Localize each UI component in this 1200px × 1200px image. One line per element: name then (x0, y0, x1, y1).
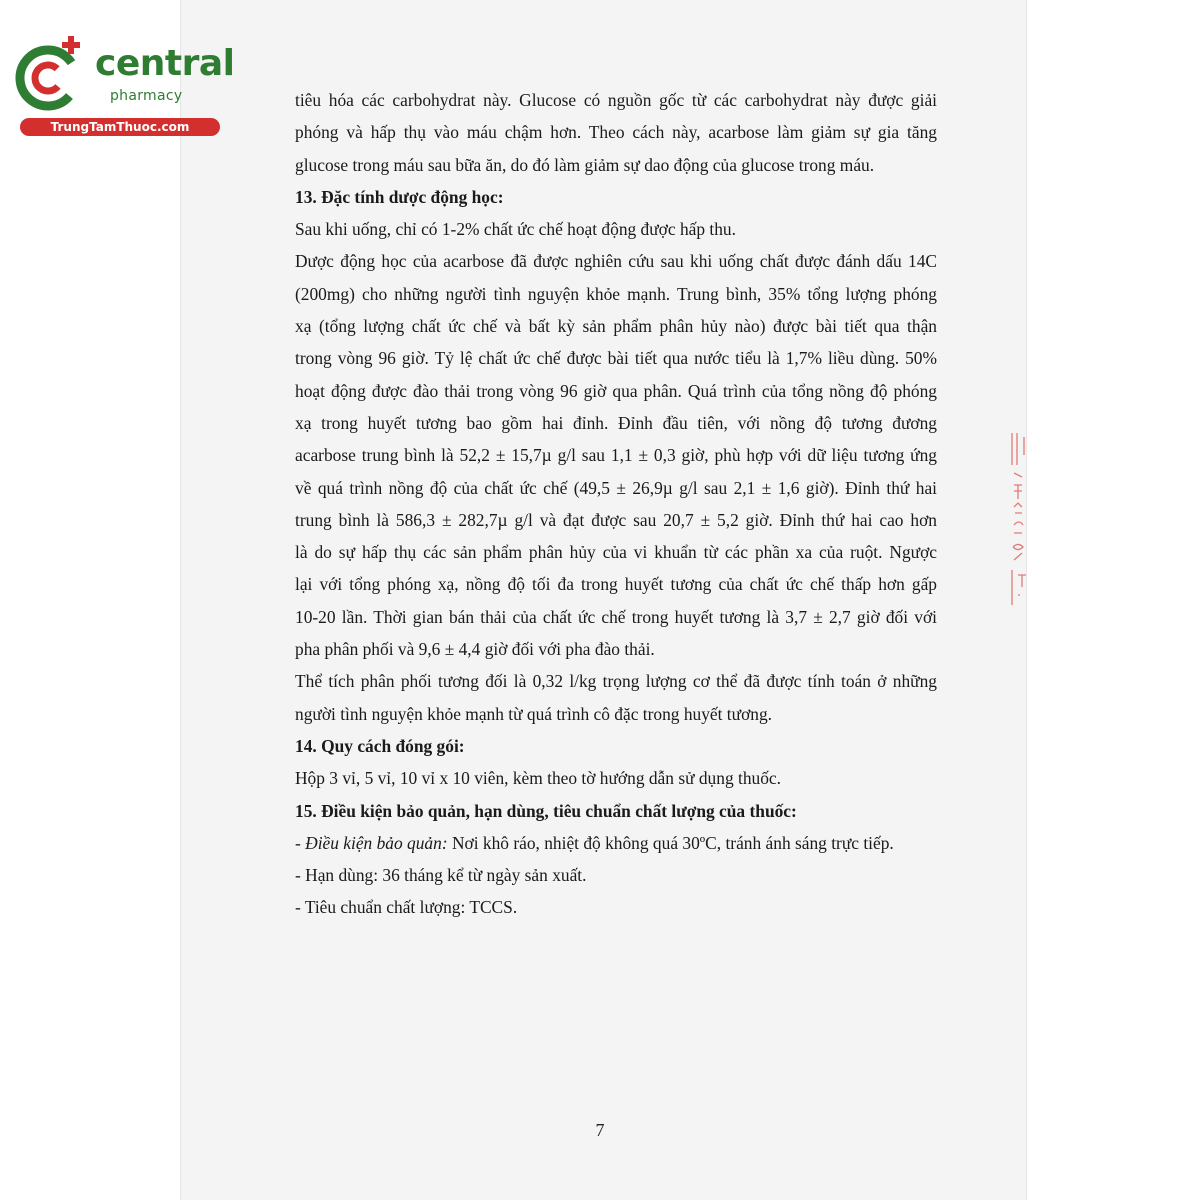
central-pharmacy-logo (10, 36, 235, 138)
storage-label: - Điều kiện bảo quản: (295, 832, 448, 853)
section-heading-13: 13. Đặc tính dược động học: (295, 186, 504, 207)
red-stamp-fragment (1008, 425, 1032, 615)
document-body (295, 84, 937, 924)
paragraph-line: acarbose trung bình là 52,2 ± 15,7µ g/l sau 1,1 ± 0,3 giờ, phù hợp với dữ liệu tương ứng (295, 445, 937, 466)
paragraph-line: trung bình là 586,3 ± 282,7µ g/l và đạt được sau 20,7 ± 5,2 giờ. Đỉnh thứ hai cao hơn (295, 509, 937, 530)
section-heading-15: 15. Điều kiện bảo quản, hạn dùng, tiêu chuẩn chất lượng của thuốc: (295, 800, 797, 821)
paragraph-line: là do sự hấp thụ các sản phẩm phân hủy của vi khuẩn từ các phần xa của ruột. Ngược (295, 542, 937, 563)
quality-standard-line: - Tiêu chuẩn chất lượng: TCCS. (295, 897, 518, 918)
paragraph-line: Dược động học của acarbose đã được nghiên cứu sau khi uống chất được đánh dấu 14C (295, 251, 937, 272)
central-pharmacy-c-icon (10, 36, 90, 116)
paragraph-line: hoạt động được đào thải trong vòng 96 giờ qua phân. Quá trình của tổng nồng độ phóng (295, 380, 937, 401)
paragraph-line: về quá trình nồng độ của chất ức chế (49,5 ± 26,9µ g/l sau 2,1 ± 1,6 giờ). Đỉnh thứ hai (295, 477, 937, 498)
paragraph-line: 10-20 lần. Thời gian bán thải của chất ức chế trong huyết tương là 3,7 ± 2,7 giờ đối với (295, 606, 937, 627)
paragraph-line: lại với tổng phóng xạ, nồng độ tối đa trong huyết tương của chất ức chế thấp hơn gấp (295, 574, 937, 595)
paragraph-line: Thể tích phân phối tương đối là 0,32 l/kg trọng lượng cơ thể đã được tính toán ở những (295, 671, 937, 692)
paragraph-line: người tình nguyện khỏe mạnh từ quá trình cô đặc trong huyết tương. (295, 703, 773, 724)
page-number: 7 (595, 1120, 605, 1140)
storage-line (295, 827, 937, 859)
section-heading-14: 14. Quy cách đóng gói: (295, 735, 465, 756)
storage-text: Nơi khô ráo, nhiệt độ không quá 30ºC, tránh ánh sáng trực tiếp. (447, 832, 894, 853)
paragraph-line: trong vòng 96 giờ. Tỷ lệ chất ức chế được bài tiết qua nước tiểu là 1,7% liều dùng. 50% (295, 348, 937, 369)
paragraph-line: xạ trong huyết tương bao gồm hai đỉnh. Đỉnh đầu tiên, với nồng độ tương đương (295, 412, 937, 433)
shelf-life-line: - Hạn dùng: 36 tháng kể từ ngày sản xuất. (295, 865, 587, 886)
packaging-text: Hộp 3 vỉ, 5 vỉ, 10 vỉ x 10 viên, kèm theo tờ hướng dẫn sử dụng thuốc. (295, 768, 781, 789)
paragraph-line: xạ (tổng lượng chất ức chế và bất kỳ sản phẩm phân hủy nào) được bài tiết qua thận (295, 316, 937, 337)
paragraph-line: tiêu hóa các carbohydrat này. Glucose có nguồn gốc từ các carbohydrat này được giải (295, 90, 937, 110)
logo-url-badge: TrungTamThuoc.com (20, 118, 220, 136)
paragraph-line: glucose trong máu sau bữa ăn, do đó làm giảm sự dao động của glucose trong máu. (295, 154, 875, 175)
paragraph-line: (200mg) cho những người tình nguyện khỏe mạnh. Trung bình, 35% tổng lượng phóng (295, 283, 937, 304)
paragraph-line: phóng và hấp thụ vào máu chậm hơn. Theo cách này, acarbose làm giảm sự gia tăng (295, 122, 937, 143)
paragraph-line: Sau khi uống, chỉ có 1-2% chất ức chế hoạt động được hấp thu. (295, 219, 736, 240)
logo-brand-text: central (95, 43, 235, 84)
logo-sub-text: pharmacy (110, 88, 183, 104)
paragraph-line: pha phân phối và 9,6 ± 4,4 giờ đối với pha đào thải. (295, 639, 655, 660)
